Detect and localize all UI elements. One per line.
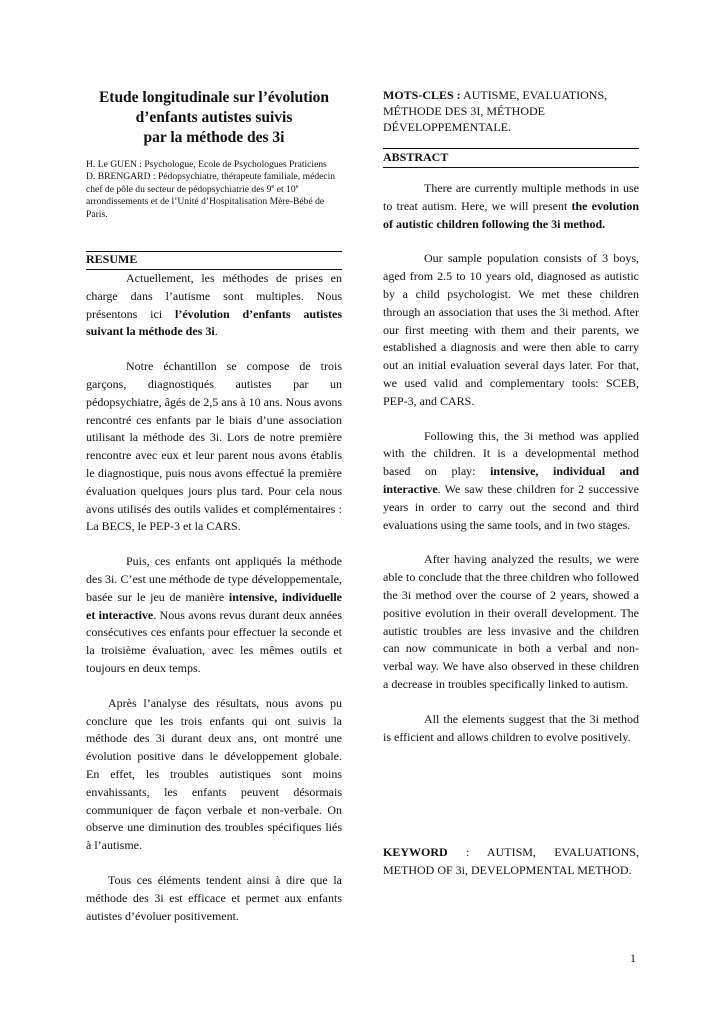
abstract-paragraph-2: Our sample population consists of 3 boys, aged from 2.5 to 10 years old, diagnosed as autistic by a child psychologist. We met these children through an association that uses the 3i method. After our first meeting with them and their parents, we established a diagnosis and were then able to carry out an initial evaluation several days later. For that, we used valid and complementary tools: SCEB, PEP-3, and CARS. [383, 251, 639, 408]
paper-title [86, 88, 342, 148]
resume-body [86, 270, 342, 942]
text-run: Puis, ces enfants ont appliqués la méthode des 3i. C’est une méthode de type développementale, basée sur le jeu de manière [86, 554, 342, 604]
abstract-body [383, 180, 639, 763]
text-run: Following this, the 3i method was applied with the children. It is a developmental method based on play: [383, 428, 639, 479]
resume-heading: RESUME [86, 252, 342, 270]
resume-paragraph-5: Tous ces éléments tendent ainsi à dire que la méthode des 3i est efficace et permet aux enfants autistes d’évoluer positivement. [86, 872, 342, 923]
resume-paragraph-4: Après l’analyse des résultats, nous avons pu conclure que les trois enfants qui ont suivis la méthode des 3i durant deux ans, ont montré une évolution positive dans le développement globale. En effet, les troubles autistiques sont moins envahissants, les enfants peuvent désormais communiquer de façon verbale et non-verbale. On observe une diminution des troubles spécifiques liés à l’autisme. [86, 695, 342, 853]
keyword-label: KEYWORD [383, 845, 448, 859]
resume-paragraph-2: Notre échantillon se compose de trois garçons, diagnostiqués autistes par un pédopsychiatre, âgés de 2,5 ans à 10 ans. Nous avons rencontré ces enfants par le biais d’une association utilisant la méthode des 3i. Lors de notre première rencontre avec eux et leur parent nous avons établis le diagnostique, puis nous avons effectué la première évaluation quelques jours plus tard. Pour cela nous avons utilisés des outils valides et complémentaires : La BECS, le PEP-3 et la CARS. [86, 359, 342, 534]
title-line-3: par la méthode des 3i [143, 129, 285, 146]
superscript-e: e [271, 182, 275, 190]
abstract-paragraph-1 [383, 180, 639, 233]
bold-run: l’évolution d’enfants autistes suivant la méthode des 3i [86, 306, 342, 339]
abstract-paragraph-4: After having analyzed the results, we were able to conclude that the three children who followed the 3i method over the course of 2 years, showed a positive evolution in their overall development. The autistic troubles are less invasive and the children can now communicate in both a verbal and non-verbal way. We have also observed in these children a decrease in troubles specifically linked to autism. [383, 552, 639, 691]
abstract-paragraph-5: All the elements suggest that the 3i method is efficient and allows children to evolve positively. [383, 711, 639, 744]
superscript-e: e [295, 182, 299, 190]
title-line-1: Etude longitudinale sur l’évolution [98, 89, 330, 106]
page-number: 1 [630, 951, 636, 965]
author-2-text-c: arrondissements et de l’Unité d’Hospitalisation Mère-Bébé de Paris. [86, 196, 325, 220]
mots-cles-text: AUTISME, EVALUATIONS, MÉTHODE DES 3I, MÉTHODE DÉVELOPPEMENTALE. [383, 88, 608, 134]
mots-cles [383, 87, 639, 135]
text-run: . [214, 324, 218, 339]
text-run: . Nous avons revus durant deux années consécutives ces enfants pour effectuer la seconde et la troisième évaluation, avec les mêmes outils et toujours en deux temps. [86, 607, 342, 675]
resume-paragraph-1 [86, 270, 342, 341]
abstract-paragraph-3 [383, 428, 639, 535]
bold-run: the evolution of autistic children following the 3i method. [383, 198, 639, 231]
mots-cles-label: MOTS-CLES : [383, 88, 461, 102]
title-line-2: d’enfants autistes suivis [135, 109, 293, 126]
section-rule [383, 148, 639, 149]
text-run: . We saw these children for 2 successive years in order to carry out the second and third evaluations using the same tools, and in two stages. [383, 481, 639, 532]
author-1: H. Le GUEN : Psychologue, Ecole de Psychologues Praticiens [86, 159, 327, 170]
author-2 [86, 171, 342, 221]
keywords [383, 844, 639, 879]
bold-run: intensive, individuelle et interactive [86, 589, 342, 622]
keyword-text: : AUTISM, EVALUATIONS, METHOD OF 3i, DEVELOPMENTAL METHOD. [383, 845, 639, 877]
resume-paragraph-3 [86, 553, 342, 678]
author-2-text-b: et 10 [274, 183, 296, 195]
text-run: Actuellement, les méthodes de prises en charge dans l’autisme sont multiples. Nous présentons ici [86, 271, 342, 321]
abstract-heading: ABSTRACT [383, 150, 639, 168]
author-2-text-a: D. BRENGARD : Pédopsychiatre, thérapeute familiale, médecin chef de pôle du secteur de pédopsychiatrie des 9 [86, 171, 336, 195]
author-affiliations [86, 159, 342, 221]
bold-run: intensive, individual and interactive [383, 464, 639, 496]
text-run: There are currently multiple methods in use to treat autism. Here, we will present [383, 181, 639, 213]
